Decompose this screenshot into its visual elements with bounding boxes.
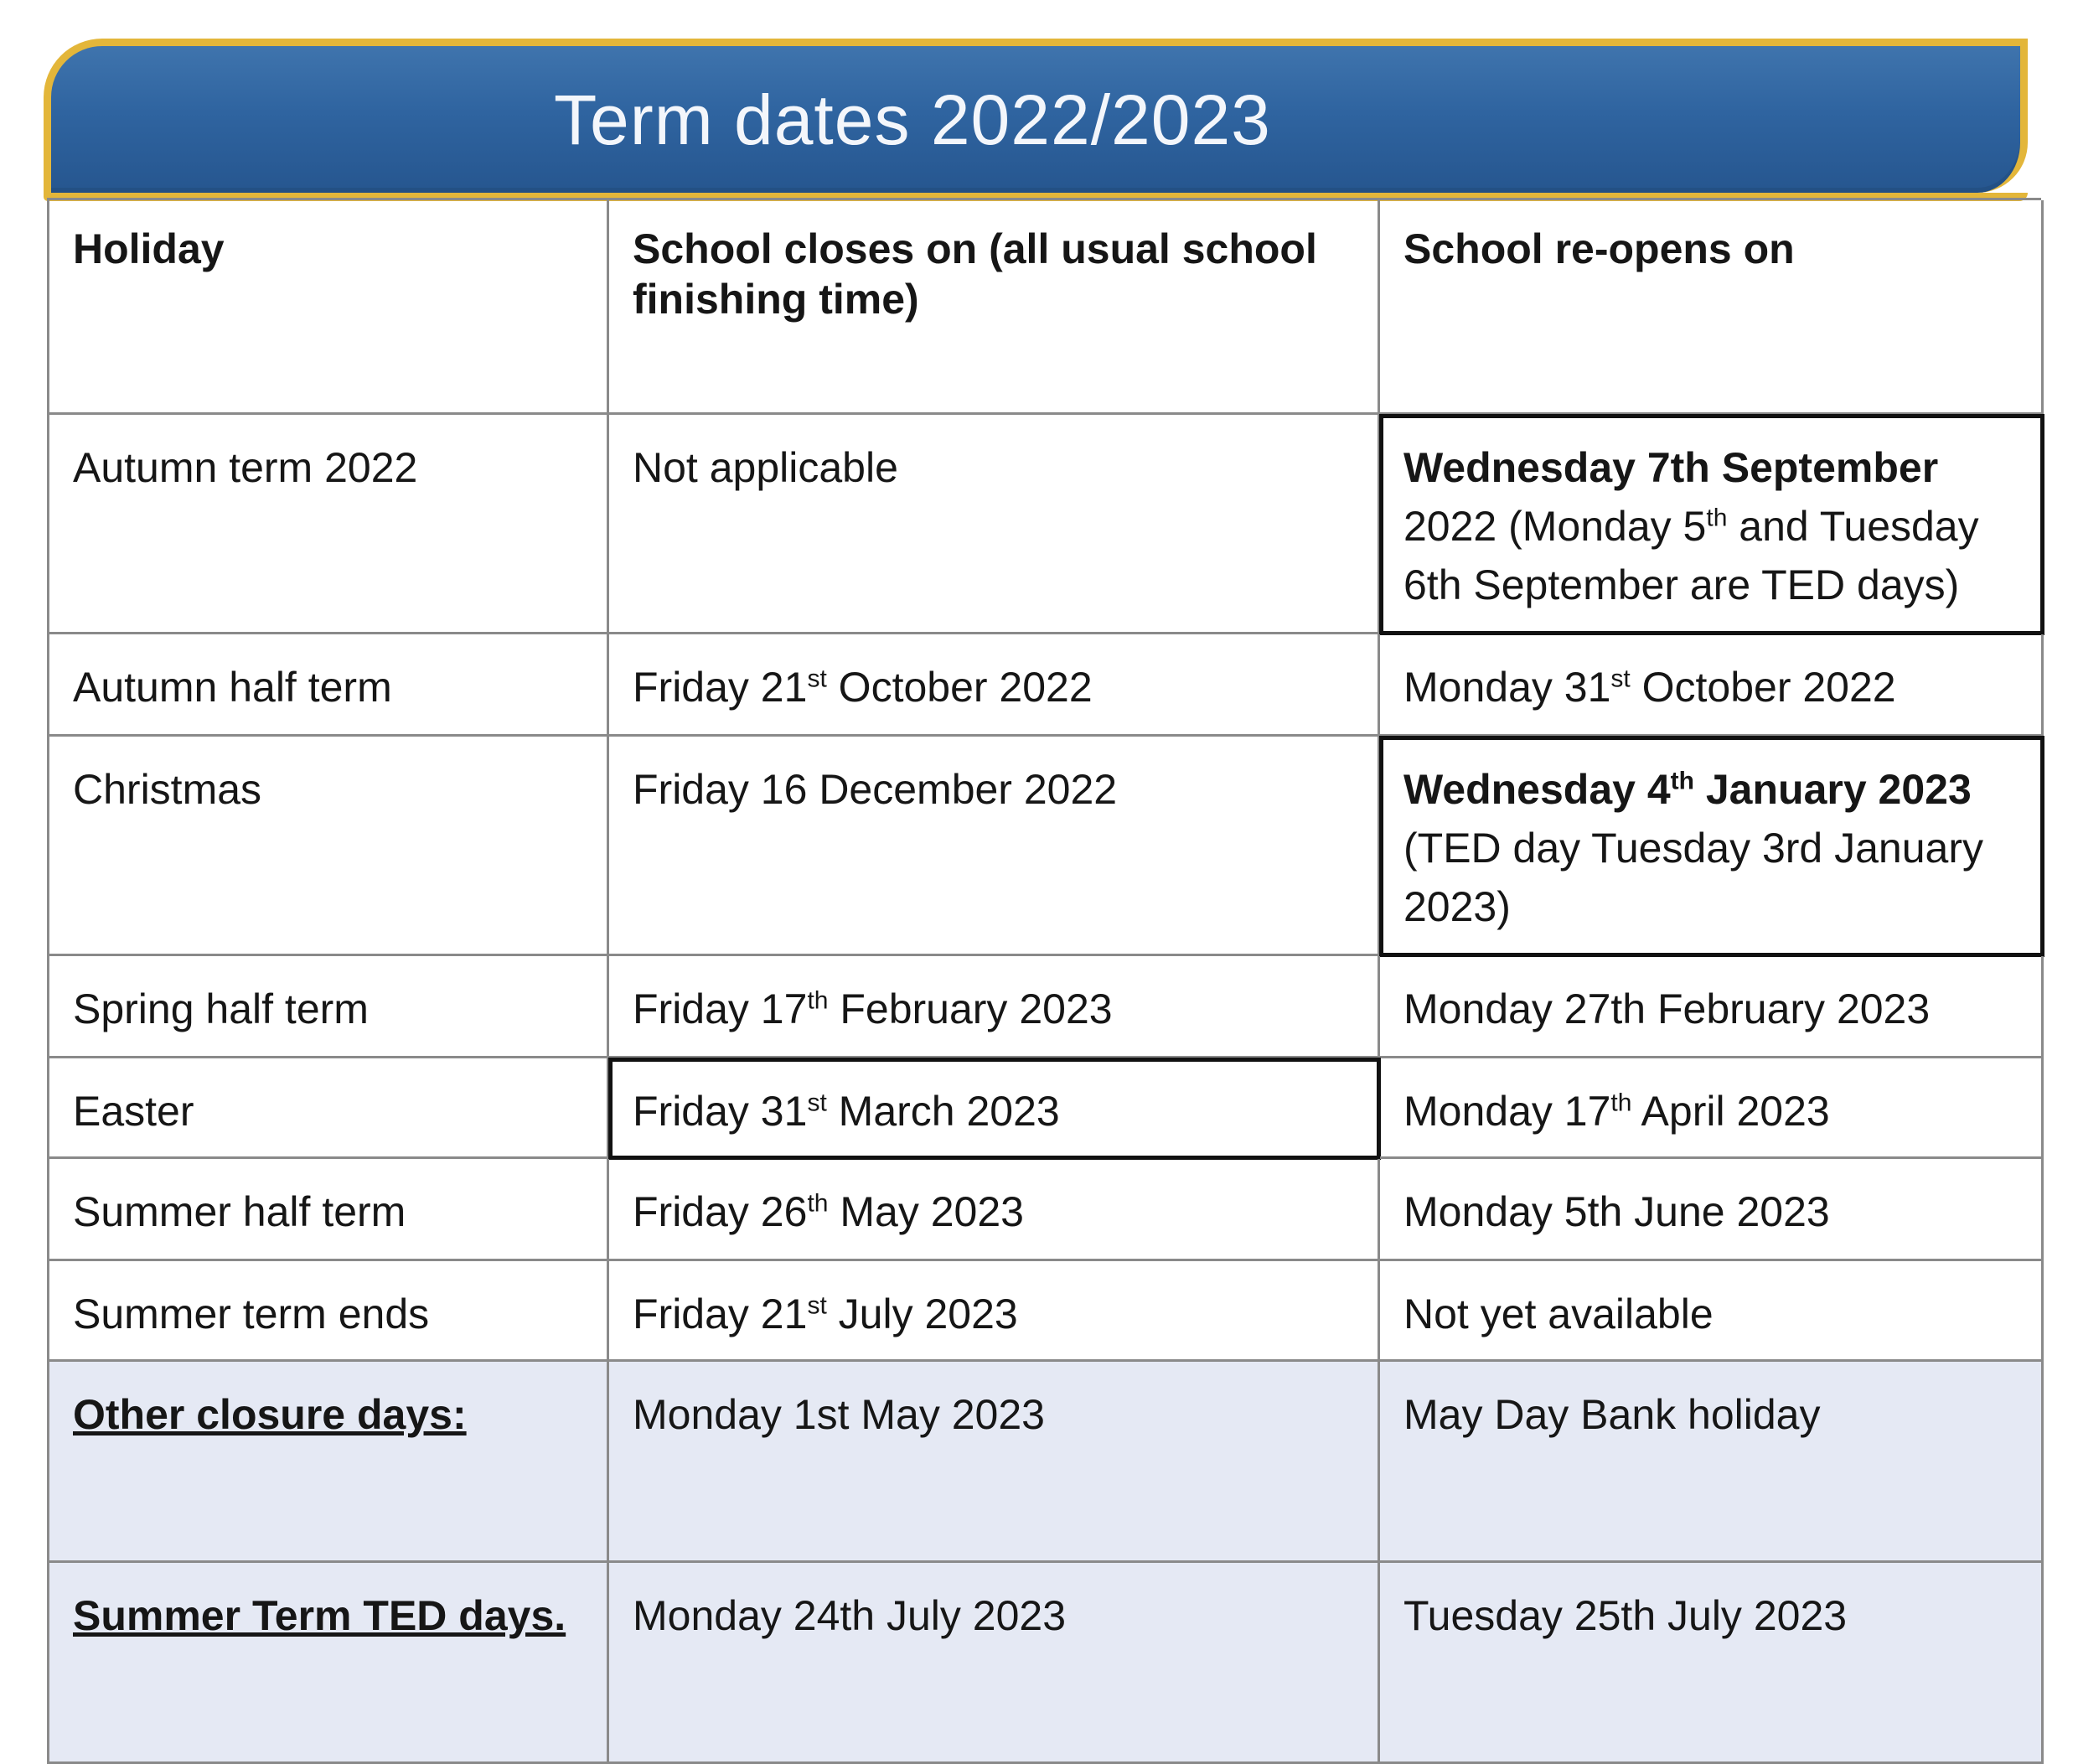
reopens-rest: (TED day Tuesday 3rd January 2023) bbox=[1403, 825, 1983, 930]
row-spring-half-closes bbox=[609, 956, 1380, 1058]
closes-a: Friday 17 bbox=[633, 985, 808, 1032]
reopens-a: 2022 (Monday 5 bbox=[1403, 503, 1707, 550]
closes-sup: th bbox=[807, 986, 829, 1015]
row-christmas-holiday: Christmas bbox=[49, 737, 609, 956]
row-autumn-half-reopens bbox=[1380, 634, 2044, 737]
reopens-a: Monday 31 bbox=[1403, 664, 1611, 711]
reopens-b: April 2023 bbox=[1631, 1088, 1830, 1135]
term-dates-table bbox=[47, 198, 2041, 1764]
reopens-bold-sup: th bbox=[1670, 767, 1694, 795]
reopens-a: Monday 17 bbox=[1403, 1088, 1611, 1135]
closes-sup: st bbox=[807, 1089, 827, 1117]
row-easter-holiday: Easter bbox=[49, 1058, 609, 1159]
reopens-b: and Tuesday 6th September are TED days) bbox=[1403, 503, 1979, 608]
closes-a: Friday 21 bbox=[633, 1291, 808, 1337]
row-ted-days-reopens: Tuesday 25th July 2023 bbox=[1380, 1563, 2044, 1764]
page-title: Term dates 2022/2023 bbox=[554, 80, 1271, 159]
reopens-sup: th bbox=[1610, 1089, 1632, 1117]
row-summer-half-holiday: Summer half term bbox=[49, 1159, 609, 1261]
reopens-sup: th bbox=[1706, 504, 1728, 532]
row-autumn-half-holiday: Autumn half term bbox=[49, 634, 609, 737]
closes-a: Friday 21 bbox=[633, 664, 808, 711]
closes-sup: th bbox=[807, 1189, 829, 1218]
closes-a: Friday 31 bbox=[633, 1088, 808, 1135]
row-autumn-half-closes bbox=[609, 634, 1380, 737]
closes-b: October 2022 bbox=[826, 664, 1093, 711]
row-autumn-term-holiday: Autumn term 2022 bbox=[49, 415, 609, 634]
header-closes: School closes on (all usual school finishing time) bbox=[609, 200, 1380, 415]
row-other-closure-closes: Monday 1st May 2023 bbox=[609, 1362, 1380, 1563]
reopens-bold-b: January 2023 bbox=[1693, 766, 1972, 813]
row-summer-ends-closes bbox=[609, 1261, 1380, 1362]
title-banner bbox=[44, 39, 2028, 193]
row-summer-ends-holiday: Summer term ends bbox=[49, 1261, 609, 1362]
reopens-bold: Wednesday 7th September bbox=[1403, 444, 1939, 491]
closes-b: March 2023 bbox=[826, 1088, 1060, 1135]
closes-b: July 2023 bbox=[826, 1291, 1018, 1337]
row-autumn-term-closes: Not applicable bbox=[609, 415, 1380, 634]
row-summer-half-reopens: Monday 5th June 2023 bbox=[1380, 1159, 2044, 1261]
closes-a: Friday 26 bbox=[633, 1188, 808, 1235]
row-easter-closes bbox=[609, 1058, 1380, 1159]
row-spring-half-holiday: Spring half term bbox=[49, 956, 609, 1058]
closes-sup: st bbox=[807, 1291, 827, 1320]
reopens-bold-a: Wednesday 4 bbox=[1403, 766, 1671, 813]
row-christmas-reopens bbox=[1380, 737, 2044, 956]
row-summer-half-closes bbox=[609, 1159, 1380, 1261]
row-easter-reopens bbox=[1380, 1058, 2044, 1159]
row-christmas-closes: Friday 16 December 2022 bbox=[609, 737, 1380, 956]
row-other-closure-holiday bbox=[49, 1362, 609, 1563]
header-reopens: School re-opens on bbox=[1380, 200, 2044, 415]
row-summer-ends-reopens: Not yet available bbox=[1380, 1261, 2044, 1362]
closes-b: May 2023 bbox=[828, 1188, 1024, 1235]
row-autumn-term-reopens bbox=[1380, 415, 2044, 634]
other-closure-label: Other closure days: bbox=[73, 1391, 467, 1438]
header-holiday: Holiday bbox=[49, 200, 609, 415]
closes-sup: st bbox=[807, 665, 827, 693]
row-spring-half-reopens: Monday 27th February 2023 bbox=[1380, 956, 2044, 1058]
reopens-sup: st bbox=[1610, 665, 1631, 693]
row-ted-days-closes: Monday 24th July 2023 bbox=[609, 1563, 1380, 1764]
closes-b: February 2023 bbox=[828, 985, 1113, 1032]
reopens-b: October 2022 bbox=[1630, 664, 1896, 711]
row-other-closure-reopens: May Day Bank holiday bbox=[1380, 1362, 2044, 1563]
row-ted-days-holiday bbox=[49, 1563, 609, 1764]
ted-days-label: Summer Term TED days. bbox=[73, 1592, 566, 1639]
